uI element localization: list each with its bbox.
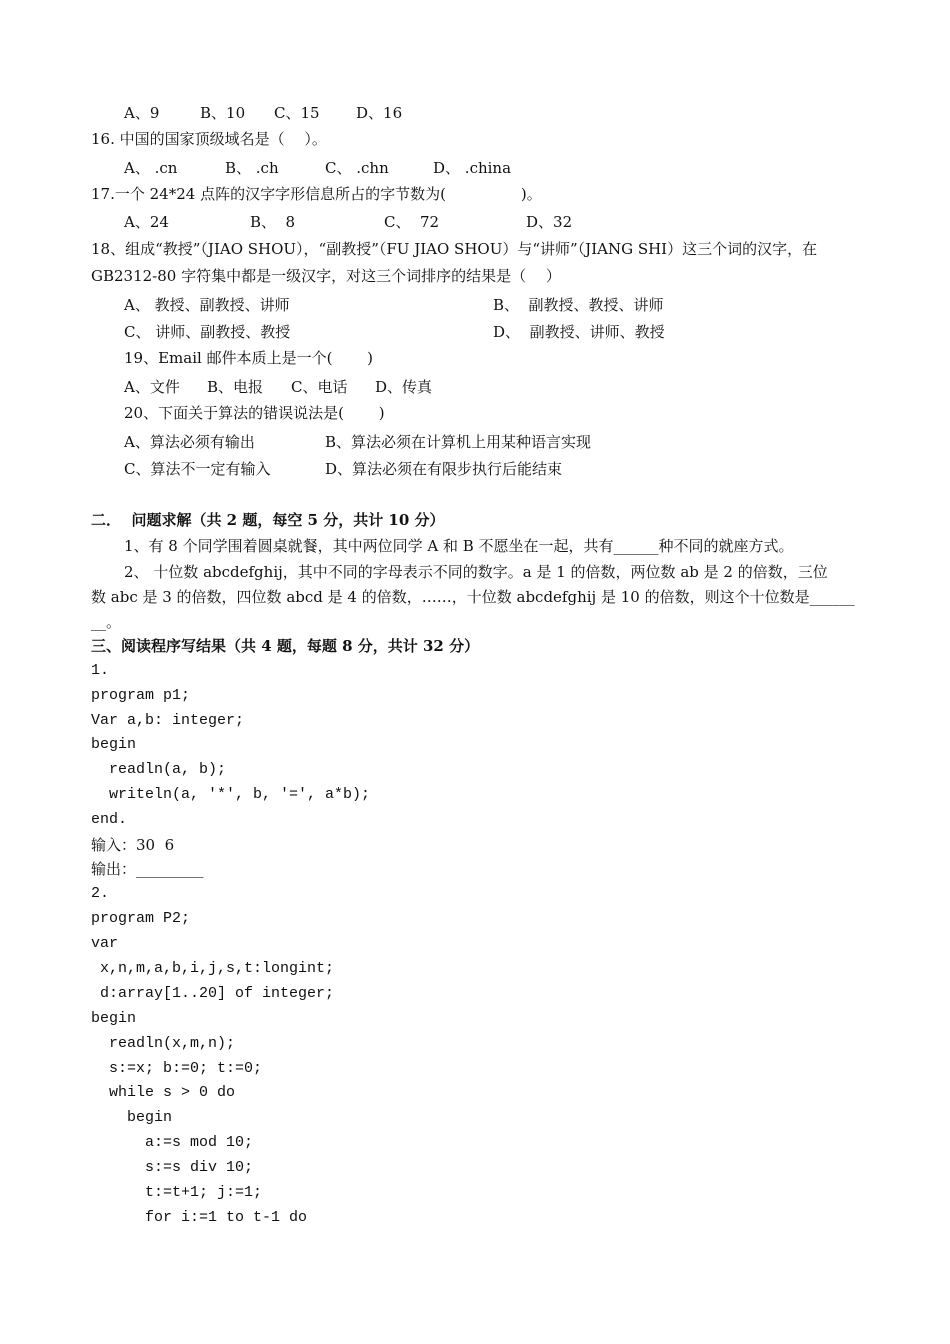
q16-option-c: C、 .chn xyxy=(325,159,389,177)
code-line: begin xyxy=(91,736,137,753)
code-line: for i:=1 to t-1 do xyxy=(91,1209,308,1226)
code-line: while s > 0 do xyxy=(91,1084,236,1101)
q15-option-d: D、16 xyxy=(356,104,403,122)
section2-heading: 二． 问题求解（共 2 题，每空 5 分，共计 10 分） xyxy=(91,511,445,529)
code-line: x,n,m,a,b,i,j,s,t:longint; xyxy=(91,960,335,977)
q19-option-c: C、电话 xyxy=(291,378,348,396)
code-line: a:=s mod 10; xyxy=(91,1134,254,1151)
q18-option-b: B、 副教授、教授、讲师 xyxy=(493,296,664,314)
q17-stem: 17.一个 24*24 点阵的汉字字形信息所占的字节数为( )。 xyxy=(91,185,542,203)
q17-option-d: D、32 xyxy=(526,213,573,231)
q17-option-a: A、24 xyxy=(124,213,169,231)
code-line: begin xyxy=(91,1010,137,1027)
q15-option-c: C、15 xyxy=(274,104,320,122)
code-line: s:=s div 10; xyxy=(91,1159,254,1176)
q19-option-d: D、传真 xyxy=(375,378,433,396)
q15-option-b: B、10 xyxy=(200,104,246,122)
code-line: readln(x,m,n); xyxy=(91,1035,236,1052)
q18-option-c: C、 讲师、副教授、教授 xyxy=(124,323,291,341)
code-line: s:=x; b:=0; t:=0; xyxy=(91,1060,263,1077)
q20-option-c: C、算法不一定有输入 xyxy=(124,460,271,478)
q19-option-a: A、文件 xyxy=(124,378,180,396)
section2-problem-2-line2: 数 abc 是 3 的倍数，四位数 abcd 是 4 的倍数，……，十位数 abcdefghij 是 10 的倍数，则这个十位数是______ xyxy=(91,588,855,606)
q16-option-a: A、 .cn xyxy=(124,159,178,177)
q19-stem: 19、Email 邮件本质上是一个( ) xyxy=(124,349,374,367)
code-line: t:=t+1; j:=1; xyxy=(91,1184,263,1201)
code-line: Var a,b: integer; xyxy=(91,712,245,729)
output-line: 输出：_________ xyxy=(91,860,204,878)
q18-option-a: A、 教授、副教授、讲师 xyxy=(124,296,290,314)
q16-stem: 16. 中国的国家顶级域名是（ ）。 xyxy=(91,130,327,148)
code-line: program p1; xyxy=(91,687,191,704)
section2-problem-1: 1、有 8 个同学围着圆桌就餐，其中两位同学 A 和 B 不愿坐在一起，共有______种不同的就座方式。 xyxy=(124,537,794,555)
section2-problem-2-line1: 2、 十位数 abcdefghij，其中不同的字母表示不同的数字。a 是 1 的倍数，两位数 ab 是 2 的倍数，三位 xyxy=(124,563,828,581)
q19-option-b: B、电报 xyxy=(207,378,264,396)
q20-option-b: B、算法必须在计算机上用某种语言实现 xyxy=(325,433,592,451)
q15-option-a: A、9 xyxy=(124,104,160,122)
code-line: d:array[1..20] of integer; xyxy=(91,985,335,1002)
q18-stem-line1: 18、组成“教授”（JIAO SHOU），“副教授”（FU JIAO SHOU）与“讲师”（JIANG SHI）这三个词的汉字，在 xyxy=(91,240,818,258)
code-line: 2. xyxy=(91,885,110,902)
q16-option-b: B、 .ch xyxy=(225,159,279,177)
section2-problem-2-line3: __。 xyxy=(91,613,122,631)
q17-option-b: B、 8 xyxy=(250,213,296,231)
q20-option-a: A、算法必须有输出 xyxy=(124,433,255,451)
q16-option-d: D、 .china xyxy=(433,159,512,177)
code-line: end. xyxy=(91,811,128,828)
q18-option-d: D、 副教授、讲师、教授 xyxy=(493,323,665,341)
q20-option-d: D、算法必须在有限步执行后能结束 xyxy=(325,460,563,478)
section3-heading: 三、阅读程序写结果（共 4 题，每题 8 分，共计 32 分） xyxy=(91,637,480,655)
code-line: var xyxy=(91,935,119,952)
input-line: 输入：30 6 xyxy=(91,836,175,854)
code-line: 1. xyxy=(91,662,110,679)
code-line: begin xyxy=(91,1109,173,1126)
q20-stem: 20、下面关于算法的错误说法是( ) xyxy=(124,404,385,422)
code-line: program P2; xyxy=(91,910,191,927)
code-line: writeln(a, '*', b, '=', a*b); xyxy=(91,786,371,803)
q17-option-c: C、 72 xyxy=(384,213,440,231)
q18-stem-line2: GB2312-80 字符集中都是一级汉字，对这三个词排序的结果是（ ） xyxy=(91,267,561,285)
code-line: readln(a, b); xyxy=(91,761,227,778)
